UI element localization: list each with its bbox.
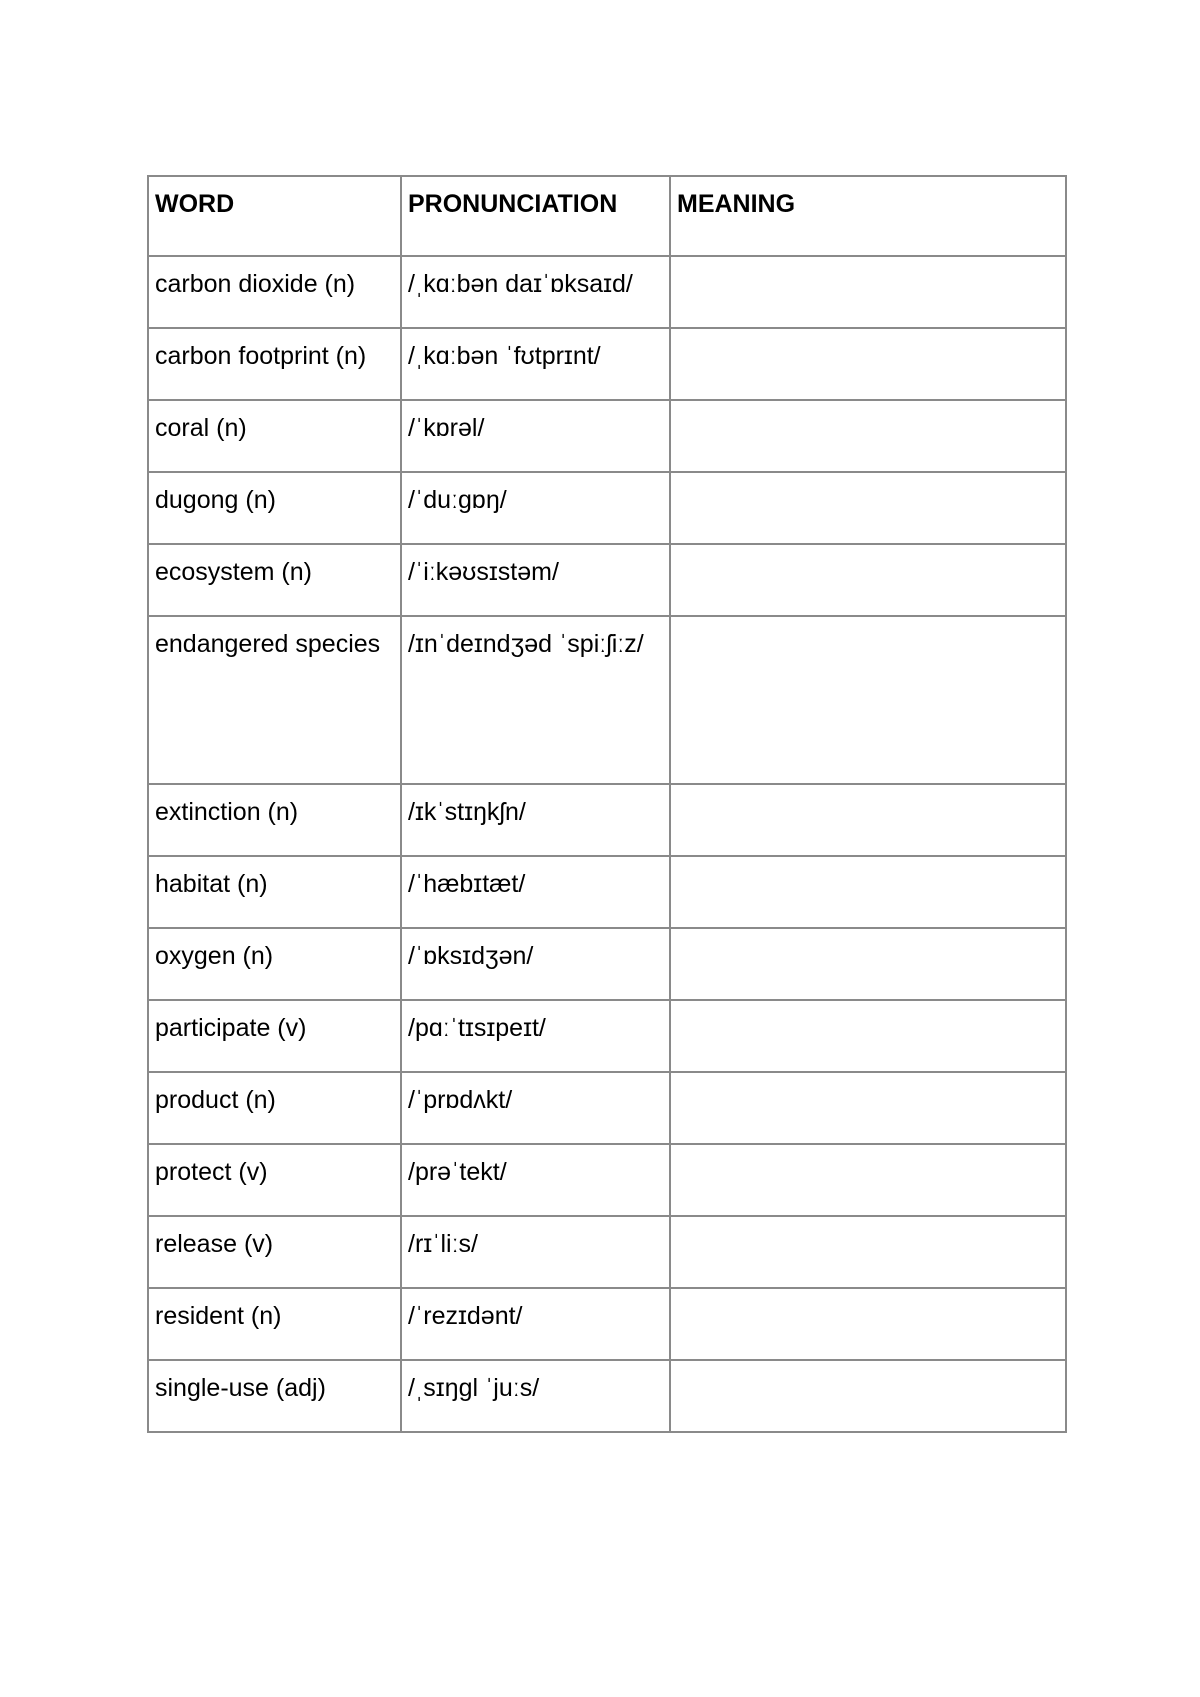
table-row [148,784,1066,856]
table-row [148,1360,1066,1432]
pronunciation-cell: /ˈiːkəʊsɪstəm/ [401,544,670,616]
meaning-cell[interactable] [670,328,1066,400]
meaning-cell[interactable] [670,400,1066,472]
table-row [148,400,1066,472]
word-cell: endangered species [148,616,401,784]
meaning-cell[interactable] [670,1360,1066,1432]
meaning-cell[interactable] [670,784,1066,856]
meaning-cell[interactable] [670,256,1066,328]
word-cell: release (v) [148,1216,401,1288]
word-cell: carbon footprint (n) [148,328,401,400]
pronunciation-cell: /ˌkɑːbən daɪˈɒksaɪd/ [401,256,670,328]
meaning-cell[interactable] [670,856,1066,928]
word-cell: product (n) [148,1072,401,1144]
word-cell: resident (n) [148,1288,401,1360]
meaning-cell[interactable] [670,1000,1066,1072]
pronunciation-cell: /ɪkˈstɪŋkʃn/ [401,784,670,856]
word-cell: habitat (n) [148,856,401,928]
word-cell: extinction (n) [148,784,401,856]
pronunciation-cell: /ˌkɑːbən ˈfʊtprɪnt/ [401,328,670,400]
pronunciation-cell: /ˈprɒdʌkt/ [401,1072,670,1144]
pronunciation-cell: /ˈrezɪdənt/ [401,1288,670,1360]
header-meaning: MEANING [670,176,1066,256]
word-cell: participate (v) [148,1000,401,1072]
meaning-cell[interactable] [670,472,1066,544]
table-row [148,1144,1066,1216]
meaning-cell[interactable] [670,1216,1066,1288]
meaning-cell[interactable] [670,1072,1066,1144]
table-row [148,256,1066,328]
word-cell: coral (n) [148,400,401,472]
word-cell: protect (v) [148,1144,401,1216]
table-row [148,1072,1066,1144]
table-row [148,328,1066,400]
meaning-cell[interactable] [670,1144,1066,1216]
table-row [148,616,1066,784]
header-word: WORD [148,176,401,256]
pronunciation-cell: /prəˈtekt/ [401,1144,670,1216]
meaning-cell[interactable] [670,1288,1066,1360]
word-cell: single-use (adj) [148,1360,401,1432]
word-cell: carbon dioxide (n) [148,256,401,328]
table-row [148,1288,1066,1360]
table-row [148,472,1066,544]
word-cell: ecosystem (n) [148,544,401,616]
header-pronunciation: PRONUNCIATION [401,176,670,256]
meaning-cell[interactable] [670,616,1066,784]
meaning-cell[interactable] [670,544,1066,616]
word-cell: dugong (n) [148,472,401,544]
pronunciation-cell: /ˈhæbɪtæt/ [401,856,670,928]
table-row [148,928,1066,1000]
table-row [148,544,1066,616]
pronunciation-cell: /ɪnˈdeɪndʒəd ˈspiːʃiːz/ [401,616,670,784]
pronunciation-cell: /ˈɒksɪdʒən/ [401,928,670,1000]
pronunciation-cell: /rɪˈliːs/ [401,1216,670,1288]
pronunciation-cell: /pɑːˈtɪsɪpeɪt/ [401,1000,670,1072]
table-row [148,856,1066,928]
table-row [148,1216,1066,1288]
table-header-row [148,176,1066,256]
pronunciation-cell: /ˈduːgɒŋ/ [401,472,670,544]
table-row [148,1000,1066,1072]
pronunciation-cell: /ˈkɒrəl/ [401,400,670,472]
word-cell: oxygen (n) [148,928,401,1000]
vocabulary-table [147,175,1067,1433]
pronunciation-cell: /ˌsɪŋgl ˈjuːs/ [401,1360,670,1432]
meaning-cell[interactable] [670,928,1066,1000]
